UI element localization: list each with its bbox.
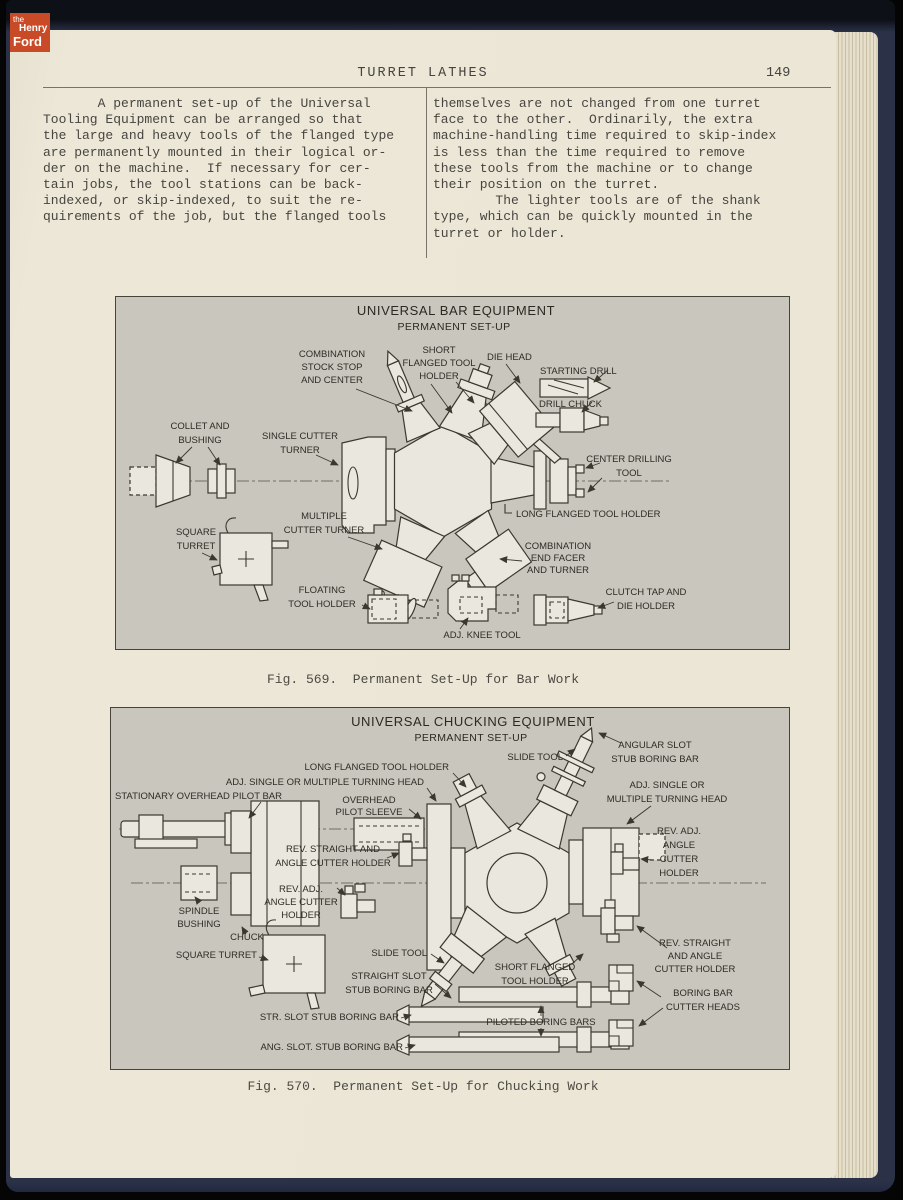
label-end-facer: COMBINATION <box>524 541 592 552</box>
single-cutter-turner-icon <box>342 437 395 533</box>
text-line: turret or holder. <box>433 225 566 241</box>
text-line: face to the other. Ordinarily, the extra <box>433 112 753 128</box>
label-single-cutter: SINGLE CUTTER <box>261 431 339 442</box>
bar-equipment-diagram <box>116 297 789 649</box>
label-rev-adj-right: REV. ADJ. <box>656 826 702 837</box>
left-column <box>43 96 429 226</box>
label-die-head: DIE HEAD <box>487 352 532 363</box>
text-line: indexed, or skip-indexed, to suit the re- <box>43 193 363 209</box>
text-line: is less than the time required to remove <box>433 144 746 160</box>
label-end-facer: AND TURNER <box>526 565 590 576</box>
label-angular-slot-bar: ANGULAR SLOT <box>618 740 692 751</box>
label-clutch-tap: CLUTCH TAP AND <box>605 587 687 598</box>
label-adj-turning-head-right: ADJ. SINGLE OR <box>629 780 705 791</box>
label-straight-slot-bar: STRAIGHT SLOT <box>351 971 427 982</box>
text-line: tain jobs, the tool stations can be back- <box>43 177 363 193</box>
text-line: type, which can be quickly mounted in the <box>433 209 753 225</box>
text-line: these tools from the machine or to change <box>433 160 753 176</box>
spindle-bushing-icon <box>181 866 217 900</box>
label-long-flanged: LONG FLANGED TOOL HOLDER <box>304 762 449 773</box>
text-line: are permanently mounted in their logical or- <box>43 144 387 160</box>
label-overhead-pilot-sleeve: OVERHEAD <box>342 795 396 806</box>
label-collet-bushing: COLLET AND <box>170 421 230 432</box>
label-rev-straight-left: ANGLE CUTTER HOLDER <box>275 858 391 869</box>
label-stationary-pilot-bar: STATIONARY OVERHEAD PILOT BAR <box>115 791 282 802</box>
label-center-drilling: CENTER DRILLING <box>586 454 672 465</box>
text-line: machine-handling time required to skip-index <box>433 128 777 144</box>
label-piloted-bars: PILOTED BORING BARS <box>486 1017 596 1028</box>
figure-570-caption: Fig. 570. Permanent Set-Up for Chucking Work <box>247 1079 599 1094</box>
label-str-slot-bar: STR. SLOT STUB BORING BAR <box>259 1012 399 1023</box>
label-multiple-cutter: MULTIPLE <box>301 511 347 522</box>
clutch-tap-die-holder-icon <box>534 595 602 625</box>
label-overhead-pilot-sleeve: PILOT SLEEVE <box>335 807 403 818</box>
label-rev-adj-left: ANGLE CUTTER <box>264 897 338 908</box>
square-turret-icon <box>212 518 288 601</box>
text-line: A permanent set-up of the Universal <box>43 96 371 111</box>
figure-570 <box>110 707 790 1070</box>
label-spindle-bushing: BUSHING <box>177 919 221 930</box>
label-short-flanged: TOOL HOLDER <box>501 976 569 987</box>
right-column <box>433 96 833 242</box>
label-short-flanged: SHORT FLANGED <box>494 962 576 973</box>
page-number: 149 <box>766 66 791 81</box>
label-combination-stock-stop: COMBINATION <box>298 349 366 360</box>
page-edges <box>832 32 878 1178</box>
rev-adj-angle-holder-left-icon <box>341 884 375 918</box>
label-drill-chuck: DRILL CHUCK <box>539 399 602 410</box>
label-adj-turning-head-right: MULTIPLE TURNING HEAD <box>606 794 728 805</box>
label-single-cutter: TURNER <box>280 445 320 456</box>
starting-drill-icon <box>540 377 610 399</box>
label-combination-stock-stop: AND CENTER <box>301 375 363 386</box>
figure-569-caption: Fig. 569. Permanent Set-Up for Bar Work <box>266 672 580 687</box>
label-straight-slot-bar: STUB BORING BAR <box>345 985 433 996</box>
fig569-subtitle: PERMANENT SET-UP <box>397 321 511 333</box>
label-collet-bushing: BUSHING <box>178 435 222 446</box>
label-square-turret: SQUARE <box>175 527 217 538</box>
text-line: their position on the turret. <box>433 177 660 193</box>
label-boring-bar-heads: CUTTER HEADS <box>666 1002 740 1013</box>
label-slide-tool-bottom: SLIDE TOOL <box>371 948 427 959</box>
label-square-turret: TURRET <box>176 541 216 552</box>
ang-slot-stub-boring-bar-icon <box>397 1035 559 1055</box>
chucking-equipment-diagram <box>111 708 789 1069</box>
label-rev-adj-left: REV. ADJ. <box>278 884 324 895</box>
label-short-flanged: HOLDER <box>419 371 459 382</box>
book-page <box>10 30 836 1178</box>
text-line: the large and heavy tools of the flanged type <box>43 128 395 144</box>
label-rev-adj-right: CUTTER <box>659 854 699 865</box>
label-chuck: CHUCK <box>230 932 264 943</box>
header-rule <box>43 87 831 88</box>
label-multiple-cutter: CUTTER TURNER <box>283 525 365 536</box>
label-rev-adj-left: HOLDER <box>281 910 321 921</box>
label-ang-slot-bar: ANG. SLOT. STUB BORING BAR <box>260 1042 403 1053</box>
label-rev-straight-left: REV. STRAIGHT AND <box>286 844 380 855</box>
logo-henry: Henry <box>19 23 48 34</box>
label-rev-adj-right: HOLDER <box>659 868 699 879</box>
text-line: The lighter tools are of the shank <box>433 193 761 209</box>
label-floating-holder: TOOL HOLDER <box>288 599 356 610</box>
label-short-flanged: SHORT <box>422 345 456 356</box>
label-adj-turning-head-top: ADJ. SINGLE OR MULTIPLE TURNING HEAD <box>225 777 424 788</box>
label-floating-holder: FLOATING <box>298 585 346 596</box>
figure-569 <box>115 296 790 650</box>
page-header-title: TURRET LATHES <box>357 66 489 81</box>
text-line: themselves are not changed from one turret <box>433 96 761 111</box>
label-slide-tool-top: SLIDE TOOL <box>507 752 563 763</box>
label-rev-straight-right: CUTTER HOLDER <box>654 964 736 975</box>
label-adj-knee: ADJ. KNEE TOOL <box>443 630 521 641</box>
label-combination-stock-stop: STOCK STOP <box>301 362 363 373</box>
fig570-subtitle: PERMANENT SET-UP <box>414 732 528 744</box>
logo-ford: Ford <box>13 34 42 49</box>
label-short-flanged: FLANGED TOOL <box>402 358 476 369</box>
label-center-drilling: TOOL <box>616 468 642 479</box>
logo-the: the <box>13 15 25 24</box>
label-boring-bar-heads: BORING BAR <box>673 988 733 999</box>
boring-bar-cutter-heads-icon <box>609 965 633 1046</box>
label-end-facer: END FACER <box>530 553 586 564</box>
label-starting-drill: STARTING DRILL <box>540 366 617 377</box>
label-square-turret: SQUARE TURRET <box>175 950 257 961</box>
henry-ford-logo <box>10 13 50 52</box>
fig569-title: UNIVERSAL BAR EQUIPMENT <box>356 303 556 318</box>
label-rev-straight-right: REV. STRAIGHT <box>659 938 731 949</box>
long-flanged-tool-holder-icon <box>444 769 510 849</box>
long-flanged-tool-holder-icon <box>491 451 546 509</box>
label-long-flanged: LONG FLANGED TOOL HOLDER <box>516 509 661 520</box>
label-spindle-bushing: SPINDLE <box>178 906 220 917</box>
label-rev-adj-right: ANGLE <box>662 840 696 851</box>
turret-bore-icon <box>487 853 547 913</box>
collet-and-bushing-icon <box>130 455 235 507</box>
text-line: quirements of the job, but the flanged tools <box>43 209 387 225</box>
text-line: der on the machine. If necessary for cer- <box>43 160 371 176</box>
label-clutch-tap: DIE HOLDER <box>616 601 676 612</box>
label-rev-straight-right: AND ANGLE <box>667 951 723 962</box>
text-line: Tooling Equipment can be arranged so that <box>43 112 363 128</box>
fig570-title: UNIVERSAL CHUCKING EQUIPMENT <box>351 714 595 729</box>
label-angular-slot-bar: STUB BORING BAR <box>611 754 699 765</box>
